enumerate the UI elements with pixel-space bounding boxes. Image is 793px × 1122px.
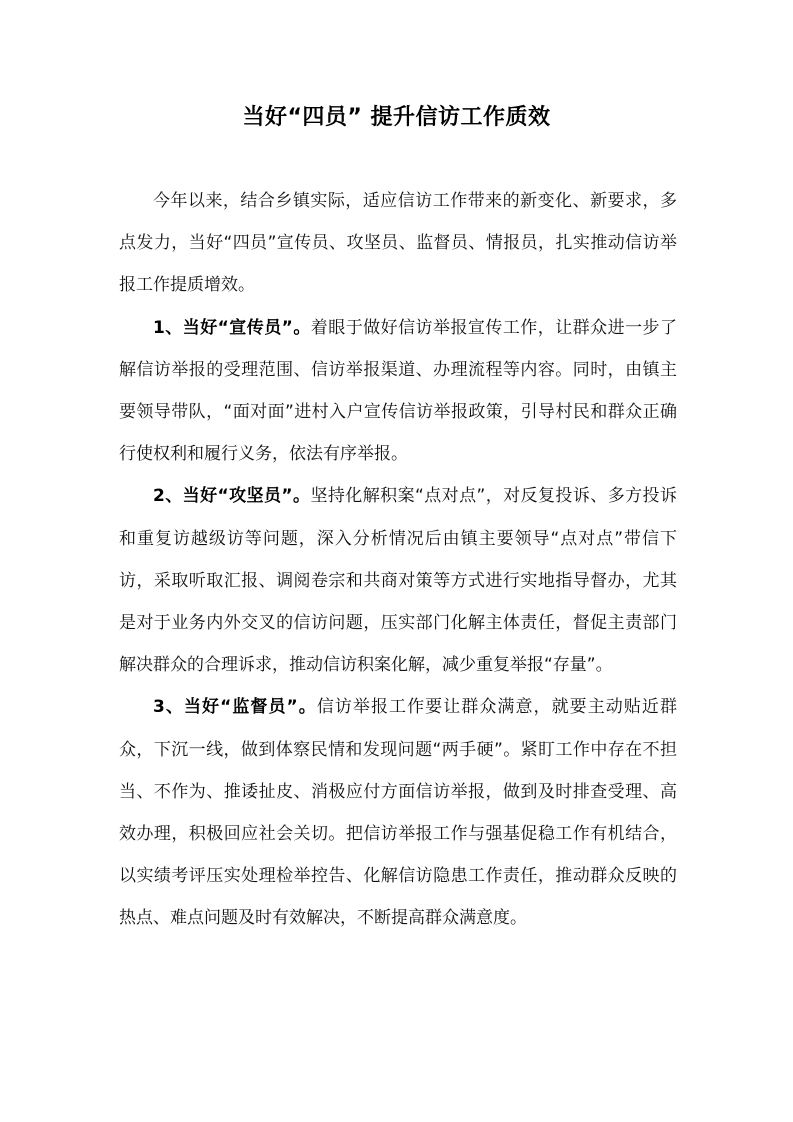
section-paragraph-2 xyxy=(119,475,677,686)
intro-paragraph: 今年以来，结合乡镇实际，适应信访工作带来的新变化、新要求，多点发力，当好“四员”宣传员、攻坚员、监督员、情报员，扎实推动信访举报工作提质增效。 xyxy=(119,191,677,296)
section-heading-1: 1、当好“宣传员”。 xyxy=(153,317,311,338)
document-title: 当好“四员” 提升信访工作质效 xyxy=(242,105,551,130)
section-text-2: 坚持化解积案“点对点”，对反复投诉、多方投诉和重复访越级访等问题，深入分析情况后由镇主要领导“点对点”带信下访，采取听取汇报、调阅卷宗和共商对策等方式进行实地指导督办，尤其是对于业务内外交叉的信访问题，压实部门化解主体责任，督促主责部门解决群众的合理诉求，推动信访积案化解，减少重复举报“存量”。 xyxy=(119,486,677,676)
section-heading-2: 2、当好“攻坚员”。 xyxy=(153,486,311,507)
section-text-1: 着眼于做好信访举报宣传工作，让群众进一步了解信访举报的受理范围、信访举报渠道、办理流程等内容。同时，由镇主要领导带队，“面对面”进村入户宣传信访举报政策，引导村民和群众正确行使权利和履行义务，依法有序举报。 xyxy=(119,317,677,465)
section-text-3: 信访举报工作要让群众满意，就要主动贴近群众，下沉一线，做到体察民情和发现问题“两手硬”。紧盯工作中存在不担当、不作为、推诿扯皮、消极应付方面信访举报，做到及时排查受理、高效办理，积极回应社会关切。把信访举报工作与强基促稳工作有机结合，以实绩考评压实处理检举控告、化解信访隐患工作责任，推动群众反映的热点、难点问题及时有效解决，不断提高群众满意度。 xyxy=(119,697,677,929)
section-paragraph-1 xyxy=(119,307,677,476)
document-body xyxy=(119,180,677,940)
section-heading-3: 3、当好“监督员”。 xyxy=(153,697,317,718)
section-paragraph-3 xyxy=(119,686,677,939)
